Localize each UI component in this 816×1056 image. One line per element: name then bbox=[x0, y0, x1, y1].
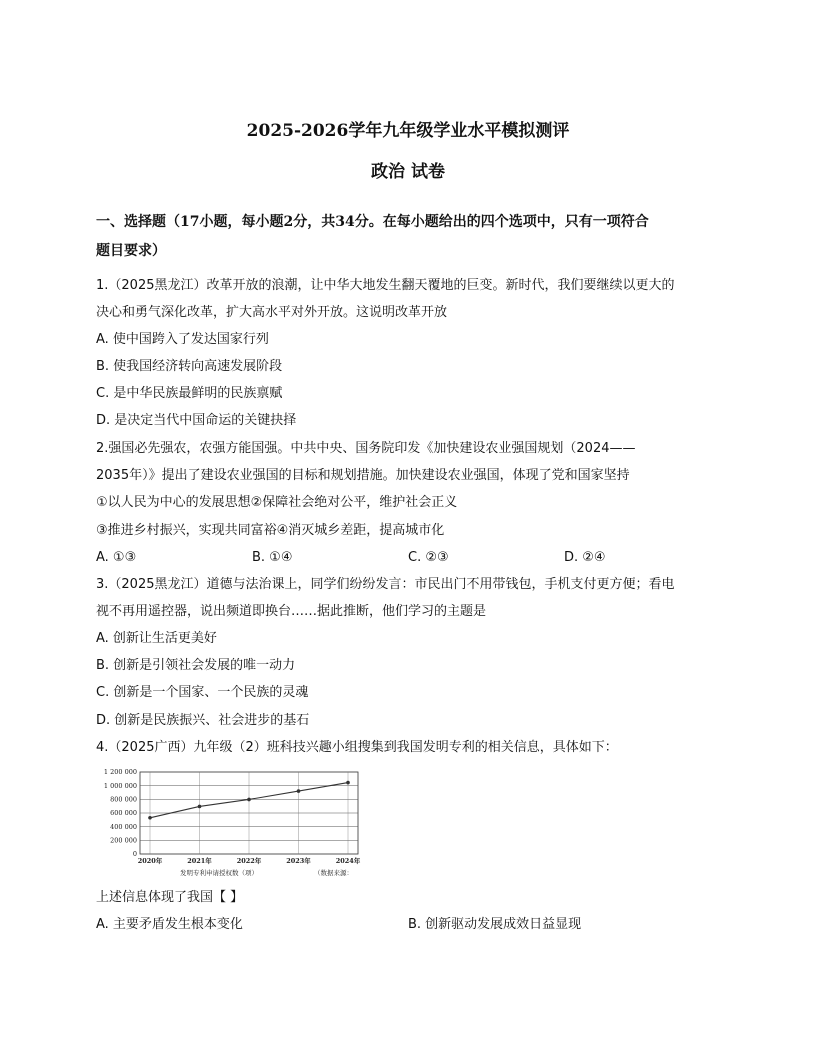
q4-question-line: 上述信息体现了我国【 】 bbox=[96, 890, 244, 905]
q1-stem-line1: 1.（2025黑龙江）改革开放的浪潮，让中华大地发生翻天覆地的巨变。新时代，我们要继续以更大的 bbox=[96, 278, 675, 293]
q1-option-b: B. 使我国经济转向高速发展阶段 bbox=[96, 359, 283, 374]
x-tick-label: 2021年 bbox=[187, 857, 212, 865]
q3-option-c: C. 创新是一个国家、一个民族的灵魂 bbox=[96, 685, 309, 700]
data-point bbox=[198, 805, 202, 809]
x-tick-label: 2023年 bbox=[286, 857, 311, 865]
chart-x-label: 发明专利申请授权数（项） bbox=[180, 869, 258, 877]
series-line-segment bbox=[249, 791, 299, 799]
q2-option-a: A. ①③ bbox=[96, 550, 137, 565]
y-tick-label: 800 000 bbox=[110, 795, 137, 804]
y-tick-label: 0 bbox=[132, 850, 137, 859]
y-tick-label: 400 000 bbox=[110, 822, 137, 831]
q4-option-b: B. 创新驱动发展成效日益显现 bbox=[408, 917, 582, 932]
q4-stem: 4.（2025广西）九年级（2）班科技兴趣小组搜集到我国发明专利的相关信息，具体如下： bbox=[96, 740, 618, 755]
data-point bbox=[148, 816, 152, 820]
y-tick-label: 200 000 bbox=[110, 836, 137, 845]
q1-stem-line2: 决心和勇气深化改革，扩大高水平对外开放。这说明改革开放 bbox=[96, 305, 448, 320]
patent-line-chart bbox=[96, 766, 362, 878]
chart-x-ticks bbox=[138, 856, 361, 865]
q3-stem-line2: 视不再用遥控器，说出频道即换台……据此推断，他们学习的主题是 bbox=[96, 604, 487, 619]
q3-option-b: B. 创新是引领社会发展的唯一动力 bbox=[96, 658, 296, 673]
x-tick-label: 2022年 bbox=[236, 857, 262, 865]
section-heading-line2: 题目要求） bbox=[96, 243, 166, 259]
data-point bbox=[297, 789, 301, 793]
q2-option-c: C. ②③ bbox=[408, 550, 449, 565]
exam-title: 2025-2026学年九年级学业水平模拟测评 bbox=[246, 121, 570, 141]
series-line-segment bbox=[299, 783, 349, 791]
series-line-segment bbox=[200, 799, 250, 806]
y-tick-label: 1 200 000 bbox=[103, 768, 137, 777]
q2-option-d: D. ②④ bbox=[564, 550, 606, 565]
exam-subtitle: 政治 试卷 bbox=[371, 162, 445, 182]
q1-option-d: D. 是决定当代中国命运的关键抉择 bbox=[96, 413, 297, 428]
data-point bbox=[346, 781, 350, 785]
chart-source-note: （数据来源： bbox=[314, 869, 353, 877]
q2-options bbox=[96, 549, 716, 567]
q3-stem-line1: 3.（2025黑龙江）道德与法治课上，同学们纷纷发言：市民出门不用带钱包，手机支付更方便；看电 bbox=[96, 577, 675, 592]
data-point bbox=[247, 798, 251, 802]
q3-option-d: D. 创新是民族振兴、社会进步的基石 bbox=[96, 713, 310, 728]
x-tick-label: 2020年 bbox=[137, 857, 163, 865]
q4-options bbox=[96, 916, 716, 934]
section-heading-line1: 一、选择题（17小题，每小题2分，共34分。在每小题给出的四个选项中，只有一项符合 bbox=[96, 214, 649, 230]
q3-option-a: A. 创新让生活更美好 bbox=[96, 631, 217, 646]
series-line-segment bbox=[150, 806, 200, 817]
q2-item-line2: ③推进乡村振兴，实现共同富裕④消灭城乡差距，提高城市化 bbox=[96, 523, 445, 538]
q1-option-a: A. 使中国跨入了发达国家行列 bbox=[96, 332, 269, 347]
y-tick-label: 1 000 000 bbox=[103, 781, 137, 790]
y-tick-label: 600 000 bbox=[110, 809, 137, 818]
q2-stem-line2: 2035年）》提出了建设农业强国的目标和规划措施。加快建设农业强国，体现了党和国家坚持 bbox=[96, 468, 630, 483]
q4-option-a: A. 主要矛盾发生根本变化 bbox=[96, 917, 243, 932]
q2-item-line1: ①以人民为中心的发展思想②保障社会绝对公平，维护社会正义 bbox=[96, 495, 458, 510]
x-tick-label: 2024年 bbox=[335, 857, 361, 865]
q2-stem-line1: 2.强国必先强农，农强方能国强。中共中央、国务院印发《加快建设农业强国规划（2024—— bbox=[96, 441, 636, 456]
q1-option-c: C. 是中华民族最鲜明的民族禀赋 bbox=[96, 386, 283, 401]
q2-option-b: B. ①④ bbox=[252, 550, 293, 565]
chart-y-ticks bbox=[104, 768, 137, 858]
